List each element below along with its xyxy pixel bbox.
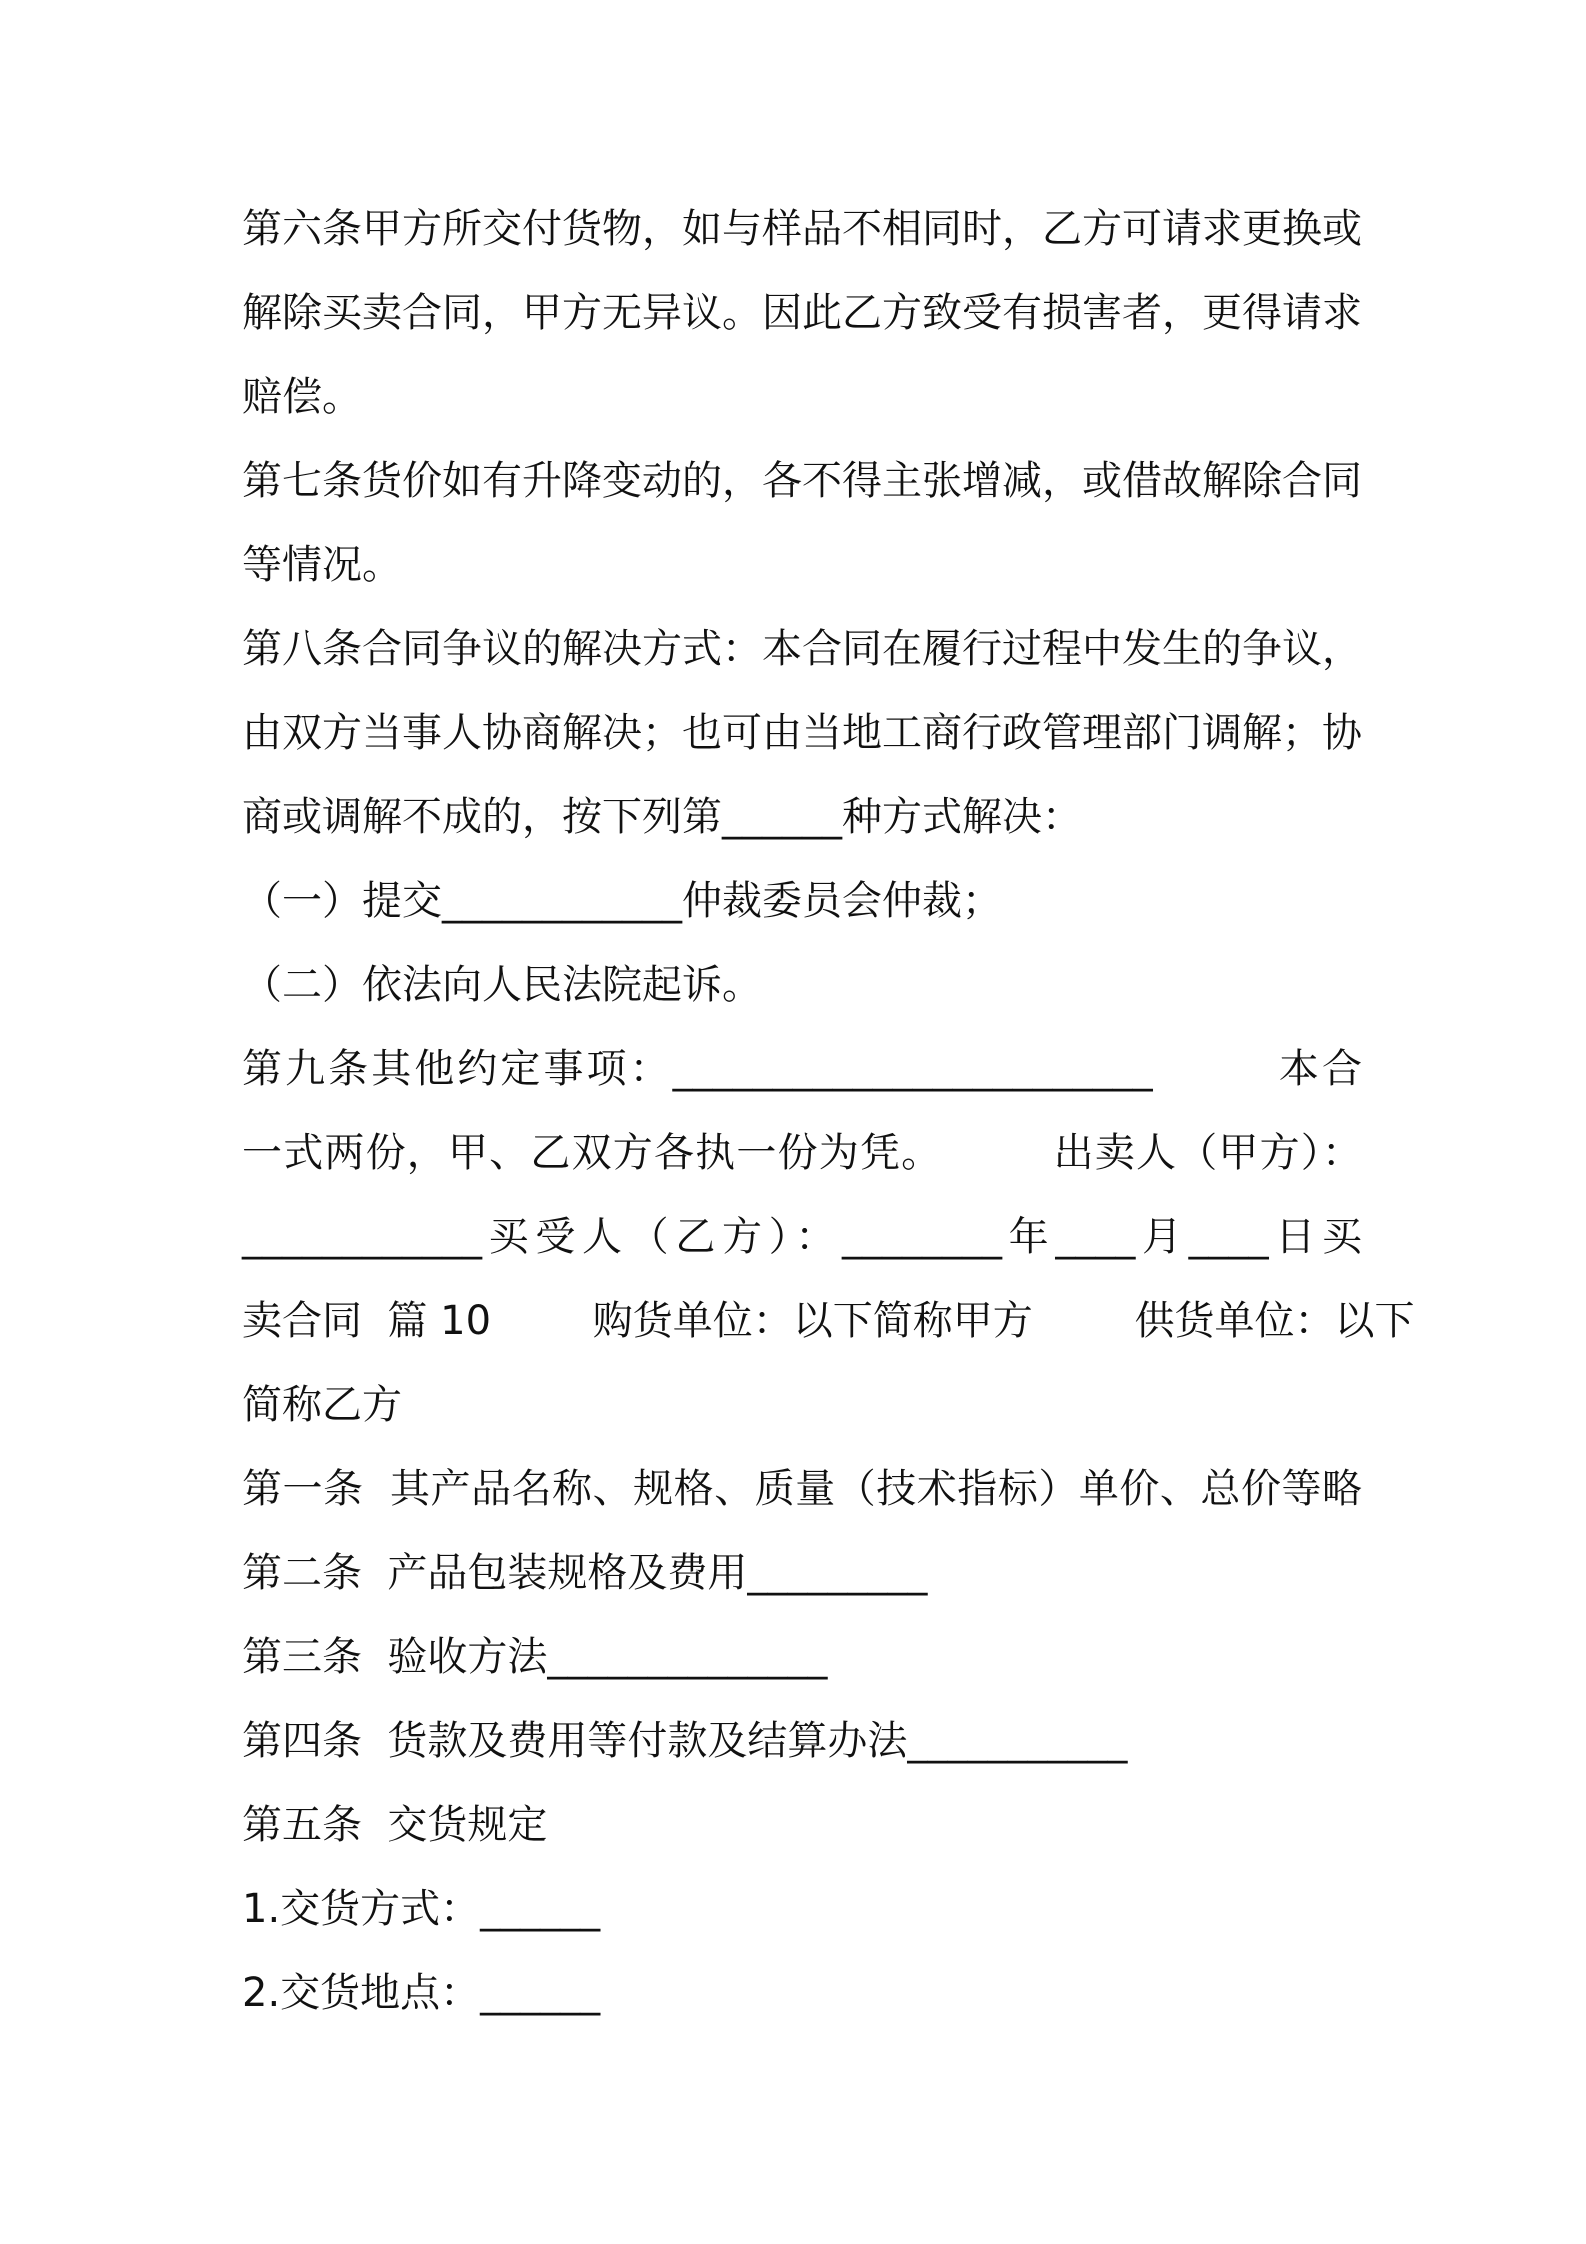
article-6-line-1: 第六条甲方所交付货物，如与样品不相同时，乙方可请求更换或 xyxy=(242,206,1362,252)
article-8-line-2: 由双方当事人协商解决；也可由当地工商行政管理部门调解；协 xyxy=(242,710,1362,756)
clause-3: 第三条 验收方法______________ xyxy=(242,1634,828,1680)
article-6-line-2: 解除买卖合同，甲方无异议。因此乙方致受有损害者，更得请求 xyxy=(242,290,1362,336)
contract-10-header-line-2: 简称乙方 xyxy=(242,1382,402,1428)
article-6-line-3: 赔偿。 xyxy=(242,374,362,420)
delivery-location: 2.交货地点：______ xyxy=(242,1970,601,2016)
litigation-option-2: （二）依法向人民法院起诉。 xyxy=(242,962,762,1008)
clause-5: 第五条 交货规定 xyxy=(242,1802,548,1848)
article-8-line-1: 第八条合同争议的解决方式：本合同在履行过程中发生的争议， xyxy=(242,626,1362,672)
clause-2: 第二条 产品包装规格及费用_________ xyxy=(242,1550,928,1596)
article-8-line-3: 商或调解不成的，按下列第______种方式解决： xyxy=(242,794,1082,840)
clause-1: 第一条 其产品名称、规格、质量（技术指标）单价、总价等略 xyxy=(242,1466,1362,1512)
article-9-line-2: 一式两份，甲、乙双方各执一份为凭。 出卖人（甲方）： xyxy=(242,1130,1362,1176)
delivery-method: 1.交货方式：______ xyxy=(242,1886,601,1932)
article-7-line-2: 等情况。 xyxy=(242,542,402,588)
clause-4: 第四条 货款及费用等付款及结算办法___________ xyxy=(242,1718,1128,1764)
signature-line: ____________买受人（乙方）：________年____月____日买 xyxy=(242,1214,1362,1260)
arbitration-option-1: （一）提交____________仲裁委员会仲裁； xyxy=(242,878,1002,924)
article-9-line-1: 第九条其他约定事项：________________________ 本合 xyxy=(242,1046,1362,1092)
article-7-line-1: 第七条货价如有升降变动的，各不得主张增减，或借故解除合同 xyxy=(242,458,1362,504)
contract-10-header-line-1: 卖合同 篇 10 购货单位：以下简称甲方 供货单位：以下 xyxy=(242,1298,1415,1344)
